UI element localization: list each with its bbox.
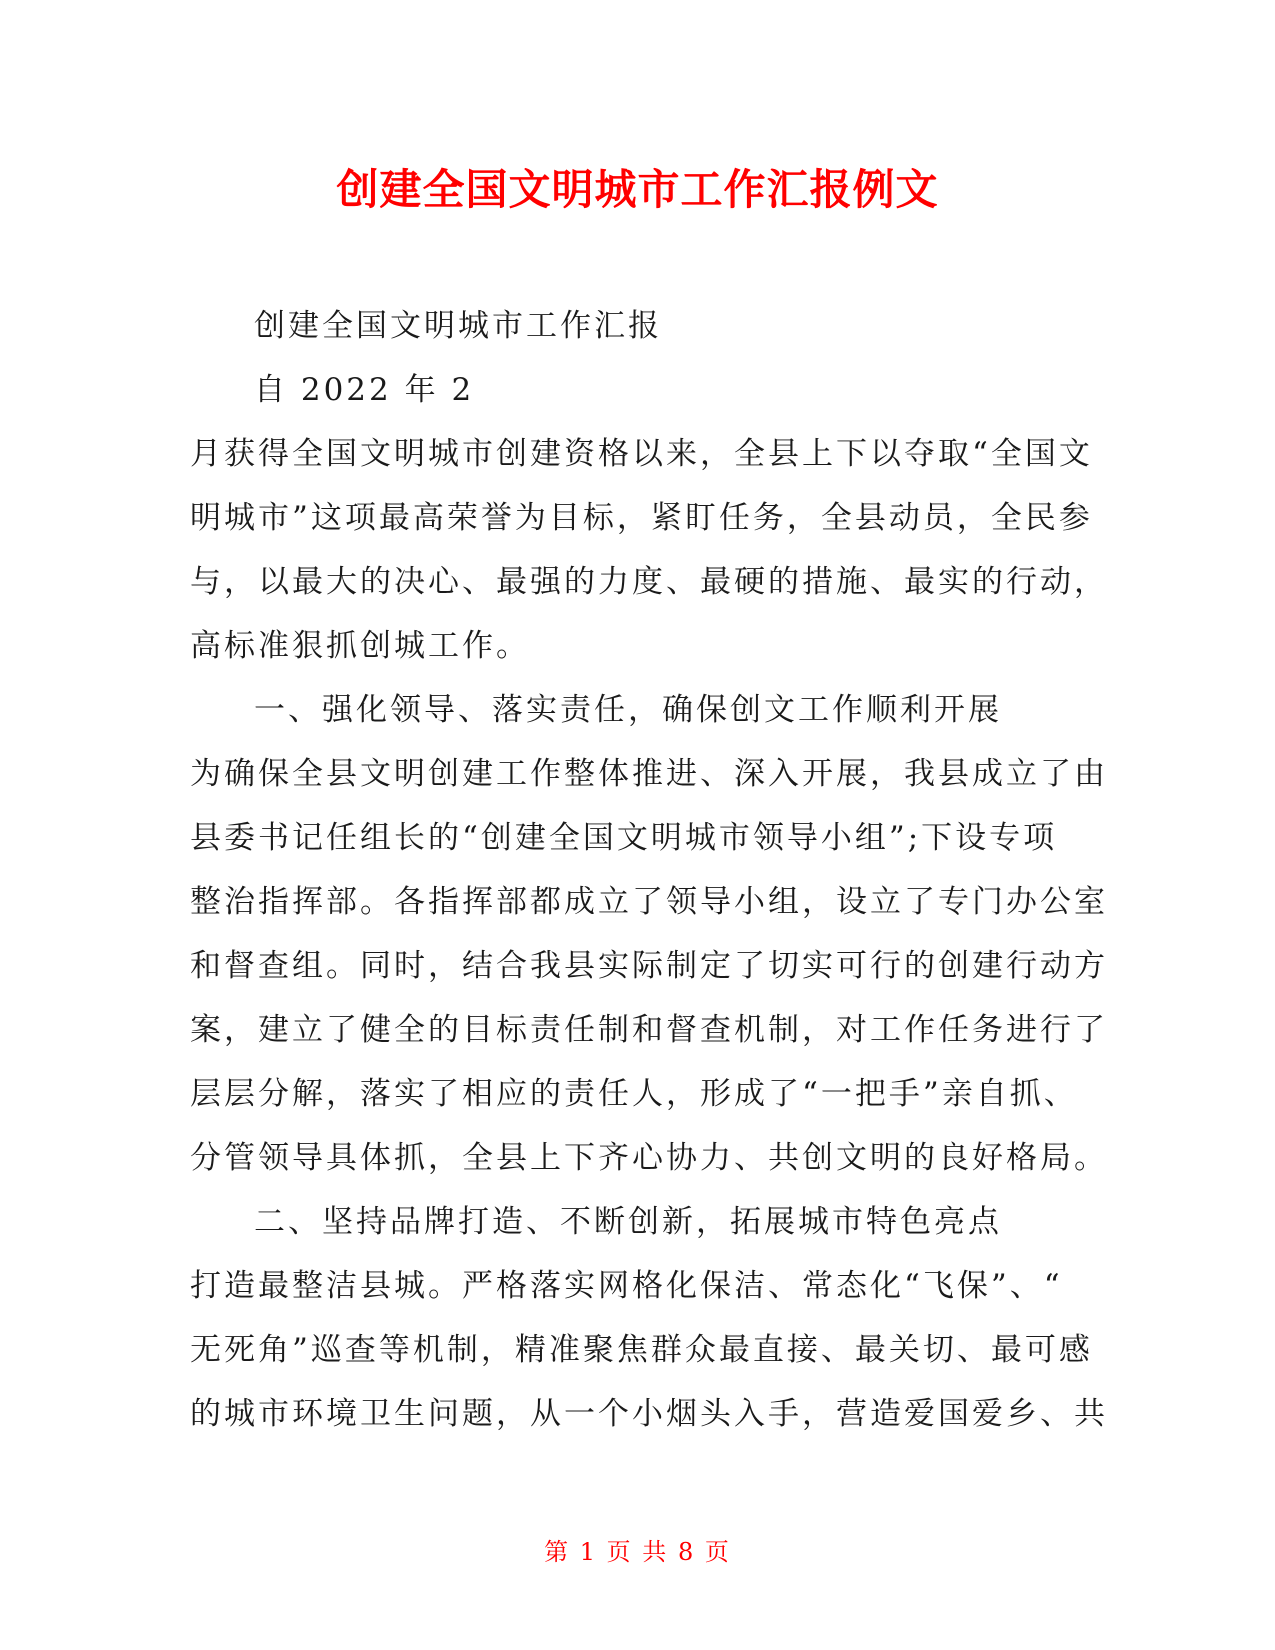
paragraph-line: 与，以最大的决心、最强的力度、最硬的措施、最实的行动， [190,564,1108,600]
paragraph-line: 整治指挥部。各指挥部都成立了领导小组，设立了专门办公室 [190,884,1108,920]
page-number-footer: 第 1 页 共 8 页 [544,1538,731,1566]
paragraph-line: 高标准狠抓创城工作。 [190,628,530,664]
paragraph-line: 为确保全县文明创建工作整体推进、深入开展，我县成立了由 [190,756,1108,792]
section-heading: 二、坚持品牌打造、不断创新，拓展城市特色亮点 [254,1204,1002,1240]
paragraph-line: 无死角”巡查等机制，精准聚焦群众最直接、最关切、最可感 [190,1332,1093,1368]
document-title: 创建全国文明城市工作汇报例文 [336,165,939,214]
paragraph-line: 打造最整洁县城。严格落实网格化保洁、常态化“飞保”、“ [190,1268,1063,1304]
paragraph-line: 案，建立了健全的目标责任制和督查机制，对工作任务进行了 [190,1012,1108,1048]
paragraph-line: 层层分解，落实了相应的责任人，形成了“一把手”亲自抓、 [190,1076,1078,1112]
paragraph-line: 月获得全国文明城市创建资格以来，全县上下以夺取“全国文 [190,436,1093,472]
paragraph-line: 自 2022 年 2 [254,372,475,408]
subtitle-line: 创建全国文明城市工作汇报 [254,308,662,344]
paragraph-line: 分管领导具体抓，全县上下齐心协力、共创文明的良好格局。 [190,1140,1108,1176]
paragraph-line: 的城市环境卫生问题，从一个小烟头入手，营造爱国爱乡、共 [190,1396,1108,1432]
paragraph-line: 县委书记任组长的“创建全国文明城市领导小组”;下设专项 [190,820,1058,856]
document-body [190,294,1108,1446]
paragraph-line: 明城市”这项最高荣誉为目标，紧盯任务，全县动员，全民参 [190,500,1093,536]
section-heading: 一、强化领导、落实责任，确保创文工作顺利开展 [254,692,1002,728]
paragraph-line: 和督查组。同时，结合我县实际制定了切实可行的创建行动方 [190,948,1108,984]
